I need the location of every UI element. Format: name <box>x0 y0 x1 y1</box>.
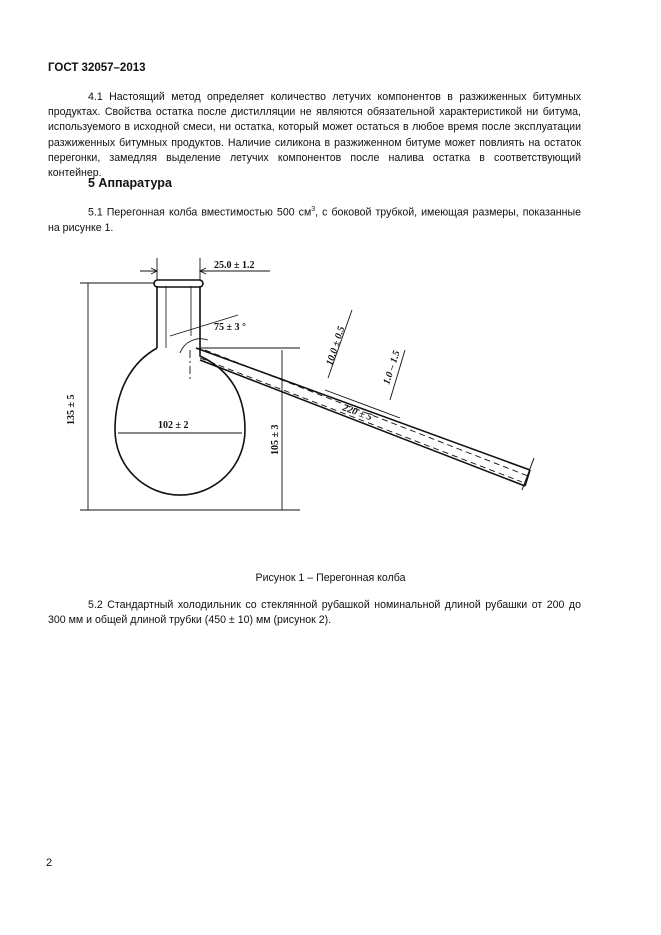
page-number: 2 <box>46 857 53 869</box>
paragraph-5-1 <box>48 202 581 236</box>
flask-bulb <box>115 336 245 495</box>
figure-distillation-flask <box>60 250 600 530</box>
dim-wall-label: 1.0 – 1.5 <box>381 349 403 386</box>
paragraph-5-2: 5.2 Стандартный холодильник со стеклянной рубашкой номинальной длиной рубашки от 200 до 300 мм и общей длиной трубки (450 ± 10) мм (рисунок 2). <box>48 599 581 627</box>
document-header: ГОСТ 32057–2013 <box>48 62 146 74</box>
dim-neck-width-label: 25.0 ± 1.2 <box>214 260 255 271</box>
side-tube-bottom <box>200 360 525 486</box>
dim-neck-arrows <box>151 268 206 274</box>
dim-bulb-diameter-label: 102 ± 2 <box>158 420 189 431</box>
dim-angle-label: 75 ± 3 ° <box>214 322 246 333</box>
tube-end <box>525 470 530 486</box>
neck-rim <box>154 280 203 287</box>
dim-neck-ext <box>157 258 200 280</box>
section-heading-5: 5 Аппаратура <box>88 176 172 190</box>
dim-height-ext <box>80 283 300 510</box>
figure-caption: Рисунок 1 – Перегонная колба <box>255 572 406 584</box>
dim-tube-od-label: 10.0 ± 0.5 <box>324 325 348 367</box>
dim-tube-height-label: 105 ± 3 <box>270 424 281 455</box>
paragraph-4-1: 4.1 Настоящий метод определяет количество летучих компонентов в разжиженных битумных продуктах. Свойства остатка после дистилляции не являются обязательной характеристикой ни битума, используемого в исходной смеси, ни остатка, который может остаться в любое время после эксплуатации разжиженных битумных продуктов. Наличие силикона в разжиженном битуме может повлиять на остаток перегонки, замедляя выделение летучих компонентов после налива остатка в соответствующий контейнер. <box>48 91 581 180</box>
para-5-1-text-end: , с боковой трубкой, имеющая размеры, показанные на рисунке 1. <box>48 206 581 234</box>
para-5-1-text: 5.1 Перегонная колба вместимостью 500 см <box>88 206 312 219</box>
para-5-1-sup: 3 <box>311 206 316 213</box>
dim-total-height-label: 135 ± 5 <box>66 394 77 425</box>
dim-tube-length-label: 220 ± 5 <box>340 402 374 424</box>
